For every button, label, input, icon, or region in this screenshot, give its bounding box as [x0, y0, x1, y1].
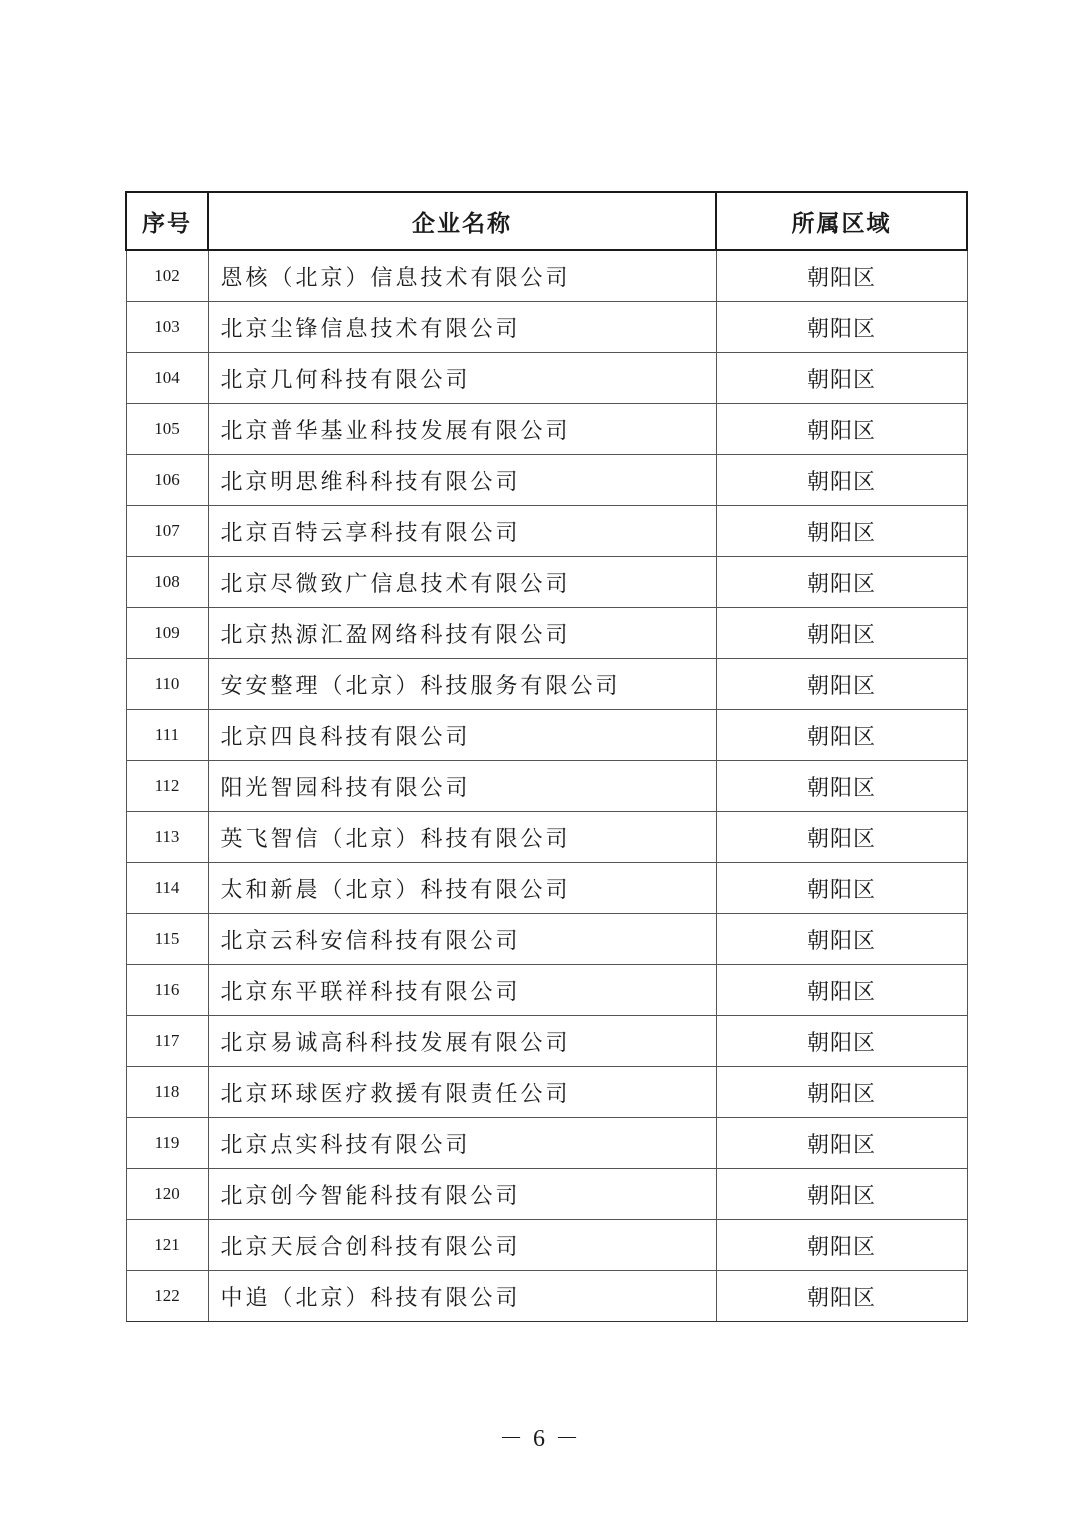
header-number: 序号 [126, 192, 208, 250]
region: 朝阳区 [716, 404, 967, 455]
table-header-row [126, 192, 967, 250]
row-number: 117 [126, 1016, 208, 1067]
enterprise-name: 北京尘锋信息技术有限公司 [208, 302, 716, 353]
table-row [126, 965, 967, 1016]
table-row [126, 914, 967, 965]
enterprise-name: 阳光智园科技有限公司 [208, 761, 716, 812]
region: 朝阳区 [716, 710, 967, 761]
region: 朝阳区 [716, 1016, 967, 1067]
table-row [126, 302, 967, 353]
enterprise-name: 北京点实科技有限公司 [208, 1118, 716, 1169]
row-number: 107 [126, 506, 208, 557]
enterprise-name: 北京四良科技有限公司 [208, 710, 716, 761]
enterprise-name: 恩核（北京）信息技术有限公司 [208, 250, 716, 302]
table-row [126, 1067, 967, 1118]
region: 朝阳区 [716, 250, 967, 302]
region: 朝阳区 [716, 353, 967, 404]
region: 朝阳区 [716, 1118, 967, 1169]
row-number: 115 [126, 914, 208, 965]
row-number: 120 [126, 1169, 208, 1220]
region: 朝阳区 [716, 965, 967, 1016]
enterprise-name: 英飞智信（北京）科技有限公司 [208, 812, 716, 863]
row-number: 114 [126, 863, 208, 914]
row-number: 104 [126, 353, 208, 404]
table-row [126, 659, 967, 710]
row-number: 102 [126, 250, 208, 302]
region: 朝阳区 [716, 455, 967, 506]
region: 朝阳区 [716, 914, 967, 965]
table-row [126, 506, 967, 557]
table-row [126, 1271, 967, 1322]
table-row [126, 455, 967, 506]
region: 朝阳区 [716, 659, 967, 710]
region: 朝阳区 [716, 608, 967, 659]
region: 朝阳区 [716, 1271, 967, 1322]
region: 朝阳区 [716, 302, 967, 353]
row-number: 109 [126, 608, 208, 659]
table-row [126, 353, 967, 404]
row-number: 110 [126, 659, 208, 710]
enterprise-name: 北京热源汇盈网络科技有限公司 [208, 608, 716, 659]
region: 朝阳区 [716, 863, 967, 914]
enterprise-name: 北京天辰合创科技有限公司 [208, 1220, 716, 1271]
region: 朝阳区 [716, 1169, 967, 1220]
enterprise-name: 北京易诚高科科技发展有限公司 [208, 1016, 716, 1067]
table-row [126, 1169, 967, 1220]
table-body [126, 250, 967, 1322]
row-number: 112 [126, 761, 208, 812]
row-number: 121 [126, 1220, 208, 1271]
table-row [126, 608, 967, 659]
row-number: 111 [126, 710, 208, 761]
row-number: 106 [126, 455, 208, 506]
enterprise-name: 北京环球医疗救援有限责任公司 [208, 1067, 716, 1118]
enterprise-name: 北京几何科技有限公司 [208, 353, 716, 404]
table-row [126, 863, 967, 914]
enterprise-name: 北京明思维科科技有限公司 [208, 455, 716, 506]
enterprise-name: 太和新晨（北京）科技有限公司 [208, 863, 716, 914]
table-row [126, 404, 967, 455]
enterprise-name: 北京普华基业科技发展有限公司 [208, 404, 716, 455]
region: 朝阳区 [716, 812, 967, 863]
row-number: 113 [126, 812, 208, 863]
region: 朝阳区 [716, 1067, 967, 1118]
table-row [126, 710, 967, 761]
enterprise-table [125, 191, 968, 1322]
region: 朝阳区 [716, 1220, 967, 1271]
table-row [126, 1220, 967, 1271]
enterprise-name: 北京百特云享科技有限公司 [208, 506, 716, 557]
row-number: 105 [126, 404, 208, 455]
region: 朝阳区 [716, 761, 967, 812]
table-row [126, 557, 967, 608]
row-number: 116 [126, 965, 208, 1016]
row-number: 103 [126, 302, 208, 353]
table-row [126, 250, 967, 302]
row-number: 122 [126, 1271, 208, 1322]
table-row [126, 761, 967, 812]
page-number: － 6 － [499, 1426, 581, 1452]
enterprise-name: 北京云科安信科技有限公司 [208, 914, 716, 965]
table-row [126, 1118, 967, 1169]
enterprise-name: 北京东平联祥科技有限公司 [208, 965, 716, 1016]
table-row [126, 1016, 967, 1067]
enterprise-name: 中追（北京）科技有限公司 [208, 1271, 716, 1322]
enterprise-name: 北京尽微致广信息技术有限公司 [208, 557, 716, 608]
table-row [126, 812, 967, 863]
enterprise-name: 安安整理（北京）科技服务有限公司 [208, 659, 716, 710]
row-number: 108 [126, 557, 208, 608]
enterprise-name: 北京创今智能科技有限公司 [208, 1169, 716, 1220]
header-region: 所属区域 [716, 192, 967, 250]
header-enterprise-name: 企业名称 [208, 192, 716, 250]
row-number: 118 [126, 1067, 208, 1118]
region: 朝阳区 [716, 506, 967, 557]
region: 朝阳区 [716, 557, 967, 608]
row-number: 119 [126, 1118, 208, 1169]
